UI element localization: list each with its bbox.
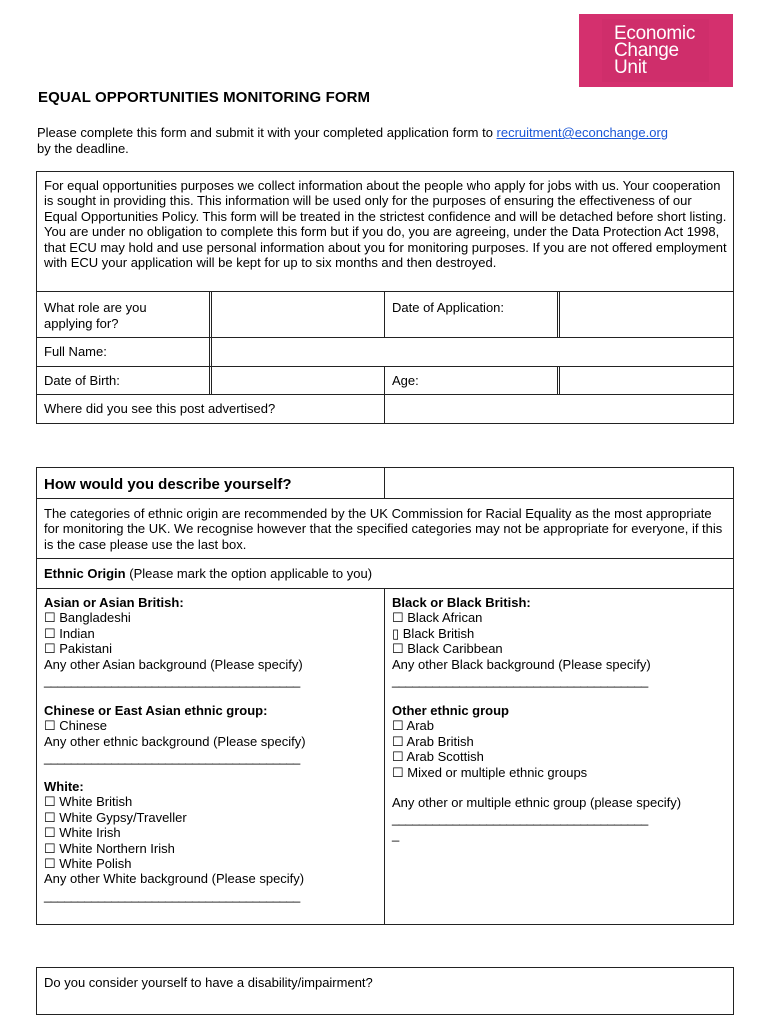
column-divider: [384, 291, 385, 338]
logo-line-2: Change: [614, 40, 679, 61]
option-black-african[interactable]: ☐ Black African: [392, 610, 483, 626]
black-section: [392, 595, 651, 688]
ethnic-origin-hint: (Please mark the option applicable to you): [125, 566, 373, 581]
option-arab-scottish[interactable]: ☐ Arab Scottish: [392, 749, 484, 765]
role-input[interactable]: [212, 292, 384, 337]
date-application-input[interactable]: [560, 292, 733, 337]
white-section: [44, 779, 304, 903]
advertised-input[interactable]: [385, 395, 733, 423]
chinese-other-label: Any other ethnic background (Please specify): [44, 733, 306, 749]
date-application-label: Date of Application:: [392, 300, 505, 315]
role-label: [44, 300, 147, 331]
full-name-label: Full Name:: [44, 344, 107, 359]
disability-question: Do you consider yourself to have a disability/impairment?: [44, 975, 373, 990]
row-divider: [36, 498, 734, 499]
page-title: EQUAL OPPORTUNITIES MONITORING FORM: [38, 89, 371, 106]
option-white-british[interactable]: ☐ White British: [44, 794, 133, 810]
black-title: Black or Black British:: [392, 595, 531, 610]
other-group-other-input[interactable]: ______________________________________: [392, 811, 648, 827]
option-black-british[interactable]: ▯ Black British: [392, 625, 475, 641]
option-white-polish[interactable]: ☐ White Polish: [44, 856, 132, 872]
logo: [579, 14, 733, 87]
role-label-line-2: applying for?: [44, 315, 119, 331]
column-divider: [384, 588, 385, 925]
asian-other-label: Any other Asian background (Please specify): [44, 656, 303, 672]
row-divider: [36, 588, 734, 589]
option-arab-british[interactable]: ☐ Arab British: [392, 733, 474, 749]
full-name-input[interactable]: [212, 338, 733, 366]
asian-other-input[interactable]: ______________________________________: [44, 673, 300, 689]
logo-mark: [602, 19, 709, 82]
email-link[interactable]: recruitment@econchange.org: [496, 125, 669, 140]
dob-input[interactable]: [212, 367, 384, 394]
other-group-title: Other ethnic group: [392, 703, 509, 718]
logo-line-1: Economic: [614, 23, 696, 44]
white-other-input[interactable]: ______________________________________: [44, 887, 300, 903]
row-divider: [36, 558, 734, 559]
other-group-section: [392, 703, 681, 842]
option-chinese[interactable]: ☐ Chinese: [44, 718, 107, 734]
black-other-input[interactable]: ______________________________________: [392, 673, 648, 689]
white-title: White:: [44, 779, 84, 794]
option-white-gypsy-traveller[interactable]: ☐ White Gypsy/Traveller: [44, 809, 187, 825]
white-other-label: Any other White background (Please specify): [44, 871, 305, 887]
option-indian[interactable]: ☐ Indian: [44, 625, 95, 641]
dob-label: Date of Birth:: [44, 373, 120, 388]
intro-before: Please complete this form and submit it with your completed application form to: [37, 125, 497, 140]
option-black-caribbean[interactable]: ☐ Black Caribbean: [392, 641, 503, 657]
option-pakistani[interactable]: ☐ Pakistani: [44, 641, 113, 657]
intro-after: by the deadline.: [37, 140, 129, 156]
option-bangladeshi[interactable]: ☐ Bangladeshi: [44, 610, 131, 626]
age-input[interactable]: [560, 367, 733, 394]
ethnicity-heading: How would you describe yourself?: [44, 476, 292, 493]
asian-title: Asian or Asian British:: [44, 595, 184, 610]
other-group-underscore: _: [392, 826, 400, 842]
ethnicity-description: The categories of ethnic origin are recommended by the UK Commission for Racial Equality as the most appropriate for monitoring the UK. We recognise however that the specified categories may not be appropriate for everyone, if this is the case please use the last box.: [44, 506, 723, 552]
chinese-other-input[interactable]: ______________________________________: [44, 750, 300, 766]
option-mixed[interactable]: ☐ Mixed or multiple ethnic groups: [392, 764, 588, 780]
ethnic-origin-label: Ethnic Origin: [44, 566, 126, 581]
advertised-label: Where did you see this post advertised?: [44, 401, 276, 416]
chinese-title: Chinese or East Asian ethnic group:: [44, 703, 268, 718]
logo-line-3: Unit: [614, 57, 647, 78]
black-other-label: Any other Black background (Please specify): [392, 656, 651, 672]
age-label: Age:: [392, 373, 419, 388]
option-white-northern-irish[interactable]: ☐ White Northern Irish: [44, 840, 175, 856]
chinese-section: [44, 703, 306, 766]
option-white-irish[interactable]: ☐ White Irish: [44, 825, 121, 841]
option-arab[interactable]: ☐ Arab: [392, 718, 435, 734]
intro-text: [37, 125, 737, 156]
role-label-line-1: What role are you: [44, 300, 147, 315]
other-group-other-label: Any other or multiple ethnic group (please specify): [392, 795, 682, 811]
column-divider: [384, 467, 385, 498]
privacy-notice: For equal opportunities purposes we collect information about the people who apply for jobs with us. Your cooperation is sought in providing this. This information will be used only for the purposes of ensuring the effectiveness of our Equal Opportunities Policy. This form will be treated in the strictest confidence and will be detached before short listing. You are under no obligation to complete this form but if you do, you are agreeing, under the Data Protection Act 1998, that ECU may hold and use personal information about you for monitoring purposes. If you are not offered employment with ECU your application will be kept for up to six months and then destroyed.: [44, 178, 727, 271]
ethnic-origin-line: [44, 566, 372, 581]
asian-section: [44, 595, 303, 688]
